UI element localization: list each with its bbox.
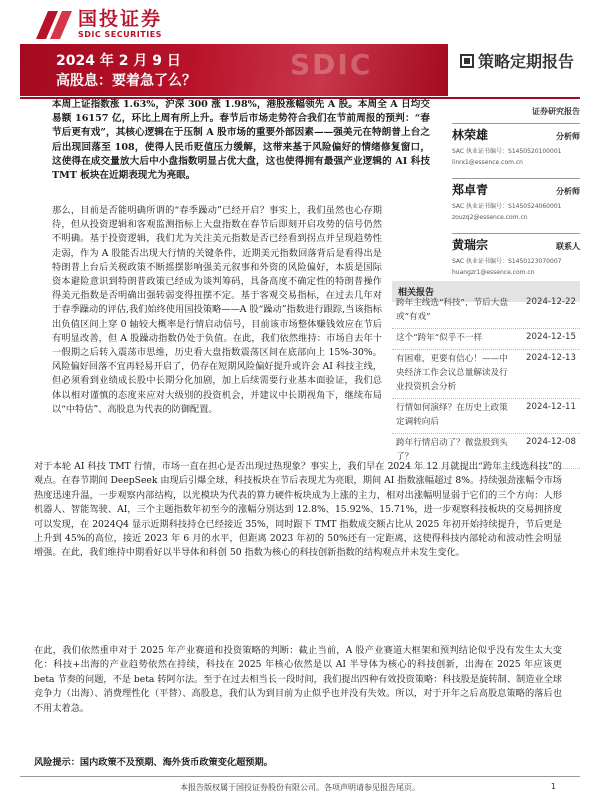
report-date: 2024 年 2 月 9 日 [56,53,181,69]
analyst-email[interactable]: huangzr1@essence.com.cn [452,269,535,276]
report-type-label: 策略定期报告 [478,52,575,71]
analyst-email[interactable]: linrx1@essence.com.cn [452,159,523,166]
related-report-title[interactable]: 跨年行情启动了？微盘股到头了？ [396,438,508,462]
analyst-cert: SAC 执业证书编号：S1450524060001 [452,203,562,210]
analyst-cert: SAC 执业证书编号：S1450520100001 [452,148,562,155]
related-report-date: 2024-12-13 [526,353,576,363]
page-number: 1 [550,782,556,791]
analyst-card [452,123,580,166]
related-report-item[interactable] [392,350,580,399]
related-report-date: 2024-12-11 [526,402,576,412]
analyst-name: 黄瑞宗 [452,238,489,252]
footer-divider [20,776,580,777]
analyst-role: 分析师 [556,187,580,196]
analyst-name: 郑卓青 [452,183,489,197]
related-report-date: 2024-12-08 [526,437,576,447]
related-report-title[interactable]: 行情如何演绎？在历史上政策定调转向后 [396,403,508,427]
department-label: 证券研究报告 [532,107,580,116]
company-logo [34,6,162,42]
body-paragraph-1: 那么，目前是否能明确所谓的“春季躁动”已经开启？事实上，我们虽然也心存期待，但从投资逻辑和客观监测指标上大盘指数在春节后即刻开启攻势的信号仍然不明确。基于投资逻辑，我们尤为关注美元指数是否已经看到拐点并呈现趋势性走弱，作为 A 股能否出现大行情的关键条件，近期美元指数回落背后是看得出是特朗普上台后关税政策不断摇摆影响强美元叙事和外资的风险偏好，本质是国际资本避险意识到特朗普政策已经成为谈判筹码，具备高度不确定性的特朗普操作得美元指数是否明确出强转弱变得扭摆不定。基于客观交易指标，在过去几年对于春季躁动的评估,我们始终使用国投策略——A 股“躁动”指数进行跟踪,当该指标出负值区间上穿 0 轴较大概率是行情启动信号，目前该市场整体赚钱效应在节后有明显改善，但 A 股躁动指数仍处于负值。在此，我们依然维持：市场自去年十一假期之后转入震荡市思维，历史看大盘指数震荡区间在底部向上 15%-30%。风险偏好回落不宜再轻易开启了，仍存在短期风险偏好提升或许会 AI 科技主线，但必须看到业绩成长股中长期分化加剧，加上后续需要行业基本面验证，我们总体以相对谨慎的态度来应对大级别的投资机会，并建议中长期视角下，继续布局以“中特估”、高股息为代表的防御配置。 [52,205,382,415]
analyst-card [452,178,580,221]
analyst-role: 分析师 [556,132,580,141]
banner-watermark: SDIC [290,48,373,81]
report-type [460,49,574,72]
analyst-sidebar [452,106,580,288]
report-type-icon [460,54,474,68]
related-report-item[interactable] [392,399,580,434]
related-report-date: 2024-12-22 [526,297,576,307]
logo-chinese: 国投证券 [78,8,163,30]
related-report-title[interactable]: 跨年主线选“科技”，节后大盘或“有戏” [396,298,508,322]
related-report-item[interactable] [392,294,580,329]
analyst-role: 联系人 [556,242,580,251]
title-banner [20,44,448,96]
related-report-title[interactable]: 这个“跨年”似乎不一样 [396,333,483,343]
related-reports-list [392,294,580,469]
related-report-date: 2024-12-15 [526,332,576,342]
summary-paragraph: 本周上证指数涨 1.63%，沪深 300 涨 1.98%，港股涨幅领先 A 股。本周全 A 日均交易额 16157 亿，环比上周有所上升。春节后市场走势符合我们在节前周报的预判：“春节后更有戏”，其核心逻辑在于压制 A 股市场的重要外部因素——强美元在特朗普上台之后出现回落至 108，使得人民币贬值压力缓解，这带来基于风险偏好的情绪修复窗口，这使得在成交量放大后中小盘指数明显占优大盘，这也使得拥有最强产业逻辑的 AI 科技 TMT 板块在近期表现尤为亮眼。 [52,99,430,182]
footer-disclaimer: 本报告版权属于国投证券股份有限公司。各项声明请参见报告尾页。 [180,783,420,792]
logo-english: SDIC SECURITIES [78,30,162,39]
related-report-item[interactable] [392,329,580,350]
analyst-cert: SAC 执业证书编号：S1450123070007 [452,258,562,265]
body-paragraph-2: 对于本轮 AI 科技 TMT 行情，市场一直在担心是否出现过热现象？事实上，我们早在 2024 年 12 月就提出“跨年主线选科技”的观点。在春节期间 DeepSeek 由现后引爆全球，科技板块在节后表现尤为亮眼，期间 AI 指数涨幅超过 8%。持续强劲涨幅令市场热度迅速升温，一步观察内部结构，以光模块为代表的算力硬件板块成为上涨的主力，相对出涨幅明显弱于它们的三个方向：人形机器人、智能驾驶、AI，三个主题指数年初至今的涨幅分别达到 12.8%、15.92%、15.71%，进一步观察科技板块的交易拥挤度可以发现，在 2024Q4 显示近期科技持仓已经接近 35%，同时跟下 TMT 指数成交额占比从 2025 年初开始持续提升，节后更是上升到 45%的高位，接近 2023 年 6 月的水平，但距离 2023 年初的 50%还有一定距离，这使得科技内部轮动和波动性会明显增强。在此，我们维持中期看好以半导体和科创 50 指数为核心的科技创新指数的结构观点并未发生变化。 [34,461,562,559]
analyst-card [452,233,580,276]
report-title: 高股息：要着急了么？ [56,73,196,89]
analyst-email[interactable]: zouzq2@essence.com.cn [452,214,528,221]
analyst-name: 林荣雄 [452,128,489,142]
logo-mark-icon [34,7,74,41]
related-reports-heading: 相关报告 [392,281,580,302]
related-report-title[interactable]: 有困难，更要有信心！——中央经济工作会议总量解读及行业投资机会分析 [396,354,508,392]
risk-warning: 风险提示：国内政策不及预期、海外货币政策变化超预期。 [34,757,273,768]
body-paragraph-3: 在此，我们依然重申对于 2025 年产业赛道和投资策略的判断：截止当前，A 股产业赛道大框架和预判结论似乎没有发生太大变化：科技+出海的产业趋势依然在持续，科技在 2025 年核心依然是以 AI 半导体为核心的科技创新，出海在 2025 年应该更 beta 节奏的问题，不是 beta 转阿尔法。至于在过去相当长一段时间，我们提出四种有效投资策略：科技股是旋转制、制造业全球竞争力（出海）、消费理性化（平替）、高股息，我们认为到目前为止似乎也并没有失效。所以，对于开年之后高股息策略的落后也不用太着急。 [34,645,562,714]
